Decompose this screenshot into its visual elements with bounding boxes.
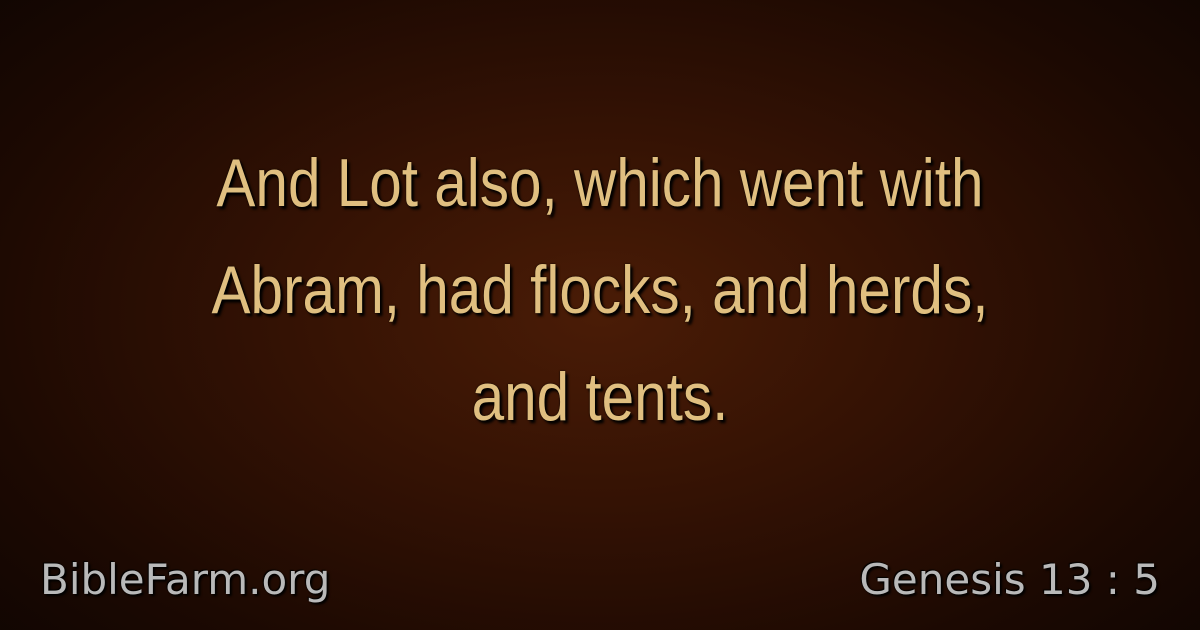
verse-reference: Genesis 13 : 5 — [859, 555, 1160, 604]
verse-line-3: and tents. — [471, 359, 729, 435]
site-watermark: BibleFarm.org — [40, 555, 331, 604]
verse-text — [136, 130, 1065, 451]
verse-line-1: And Lot also, which went with — [216, 145, 984, 221]
verse-line-2: Abram, had flocks, and herds, — [211, 252, 989, 328]
